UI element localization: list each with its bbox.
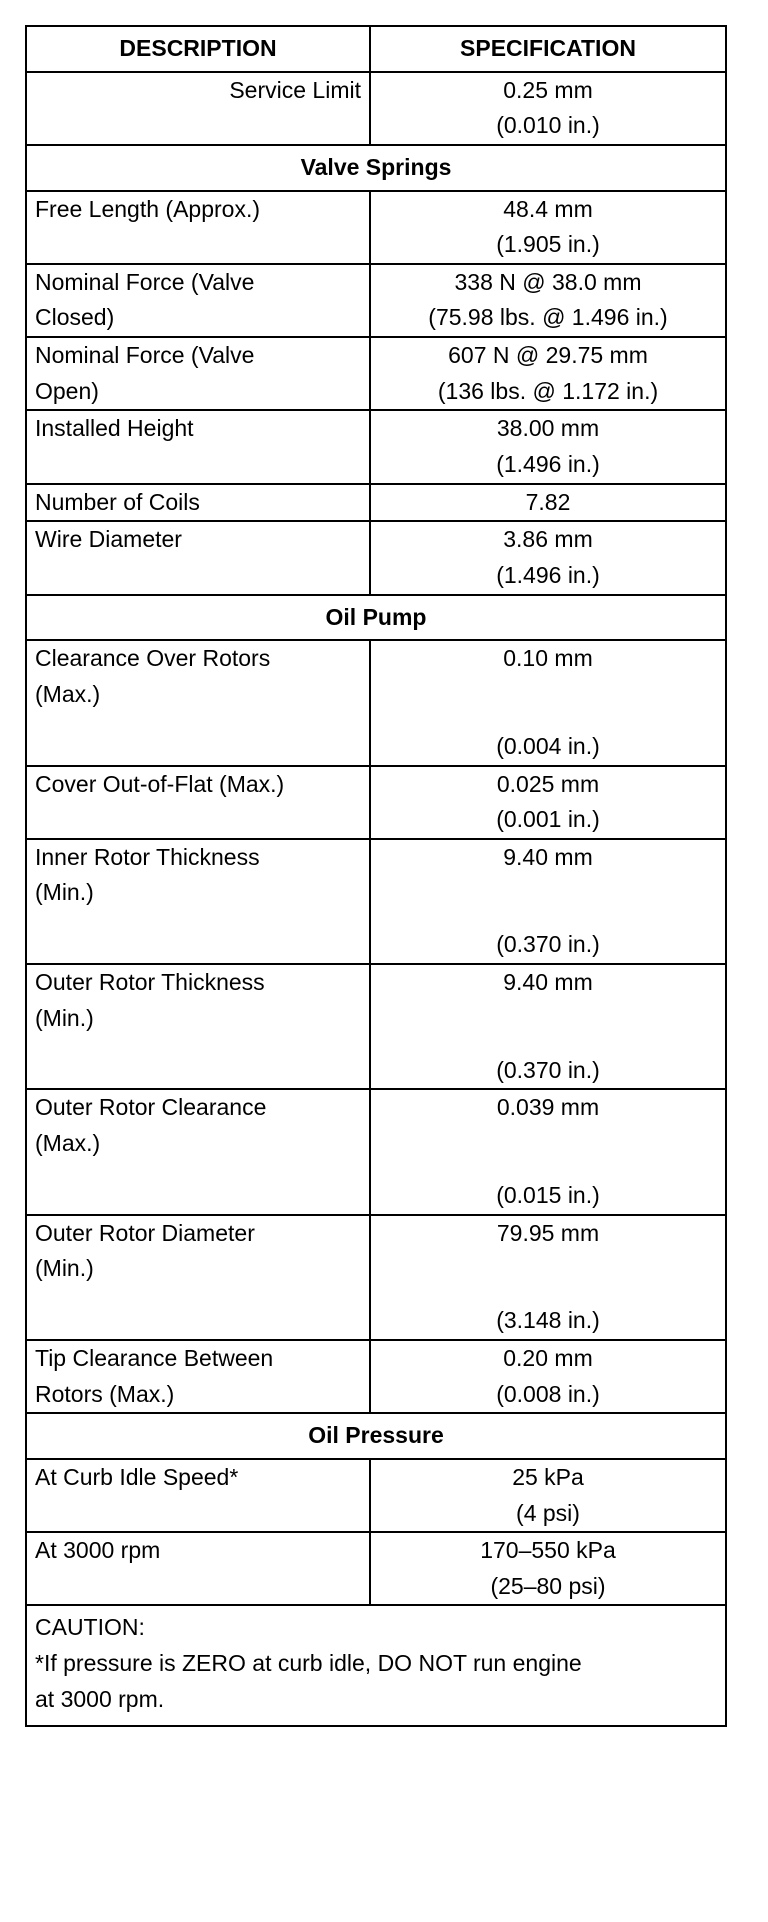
desc-cell bbox=[26, 964, 370, 1089]
desc-cell bbox=[26, 640, 370, 765]
section-title-oil-pressure: Oil Pressure bbox=[26, 1413, 726, 1459]
desc-line: Number of Coils bbox=[35, 488, 200, 515]
desc-cell bbox=[26, 264, 370, 337]
spec-cell bbox=[370, 964, 726, 1089]
spec-line-imperial: (0.015 in.) bbox=[496, 1182, 600, 1209]
spec-line-metric: 38.00 mm bbox=[496, 415, 600, 442]
desc-line: Tip Clearance Between bbox=[35, 1344, 274, 1371]
desc-line: Inner Rotor Thickness bbox=[35, 843, 260, 870]
desc-line: (Min.) bbox=[35, 1255, 94, 1282]
spec-cell bbox=[370, 1340, 726, 1413]
table-row bbox=[26, 337, 726, 410]
desc-line: Outer Rotor Thickness bbox=[35, 969, 265, 996]
desc-line: (Max.) bbox=[35, 1130, 101, 1157]
desc-line: Clearance Over Rotors bbox=[35, 645, 271, 672]
table-row bbox=[26, 640, 726, 765]
spec-cell bbox=[370, 1532, 726, 1605]
desc-line: At 3000 rpm bbox=[35, 1537, 161, 1564]
spec-cell bbox=[370, 484, 726, 522]
spec-cell bbox=[370, 1089, 726, 1214]
spec-line-imperial: (1.496 in.) bbox=[496, 451, 600, 478]
table-row bbox=[26, 1340, 726, 1413]
caution-note bbox=[26, 1605, 726, 1726]
spec-line-imperial: (0.008 in.) bbox=[496, 1380, 600, 1407]
spec-line-imperial: (0.001 in.) bbox=[496, 806, 600, 833]
spec-cell bbox=[370, 1459, 726, 1532]
spec-table bbox=[25, 25, 727, 1727]
desc-cell bbox=[26, 1215, 370, 1340]
spec-cell bbox=[370, 72, 726, 145]
spec-line-imperial: (0.370 in.) bbox=[496, 931, 600, 958]
table-row bbox=[26, 1459, 726, 1532]
desc-line: At Curb Idle Speed* bbox=[35, 1463, 239, 1490]
spec-line-imperial: (1.905 in.) bbox=[496, 231, 600, 258]
spec-line-imperial: (25–80 psi) bbox=[490, 1572, 606, 1599]
table-row bbox=[26, 521, 726, 594]
table-row bbox=[26, 484, 726, 522]
table-row bbox=[26, 964, 726, 1089]
caution-text-line: at 3000 rpm. bbox=[35, 1685, 165, 1712]
specification-header: SPECIFICATION bbox=[370, 26, 726, 72]
desc-cell bbox=[26, 1340, 370, 1413]
desc-line: Rotors (Max.) bbox=[35, 1380, 175, 1407]
spec-cell bbox=[370, 410, 726, 483]
desc-cell bbox=[26, 839, 370, 964]
spec-line-imperial: (4 psi) bbox=[516, 1499, 580, 1526]
desc-line: Service Limit bbox=[229, 76, 361, 103]
desc-cell bbox=[26, 521, 370, 594]
desc-line: Outer Rotor Clearance bbox=[35, 1094, 267, 1121]
table-row bbox=[26, 1215, 726, 1340]
desc-cell bbox=[26, 766, 370, 839]
desc-line: Nominal Force (Valve bbox=[35, 268, 255, 295]
spec-line-metric: 48.4 mm bbox=[503, 195, 593, 222]
desc-cell bbox=[26, 410, 370, 483]
table-row bbox=[26, 1532, 726, 1605]
spec-cell bbox=[370, 264, 726, 337]
table-row bbox=[26, 410, 726, 483]
desc-cell bbox=[26, 72, 370, 145]
desc-line: Cover Out-of-Flat (Max.) bbox=[35, 770, 285, 797]
desc-line: Free Length (Approx.) bbox=[35, 195, 261, 222]
spec-line-imperial: (0.370 in.) bbox=[496, 1056, 600, 1083]
table-row bbox=[26, 264, 726, 337]
desc-cell bbox=[26, 484, 370, 522]
section-title-valve-springs: Valve Springs bbox=[26, 145, 726, 191]
spec-line-imperial: (75.98 lbs. @ 1.496 in.) bbox=[428, 304, 668, 331]
spec-line-metric: 9.40 mm bbox=[503, 969, 593, 996]
caution-row bbox=[26, 1605, 726, 1726]
section-title-oil-pump: Oil Pump bbox=[26, 595, 726, 641]
desc-cell bbox=[26, 191, 370, 264]
spec-line-imperial: (0.010 in.) bbox=[496, 112, 600, 139]
spec-line-metric: 3.86 mm bbox=[503, 526, 593, 553]
desc-line: Wire Diameter bbox=[35, 526, 182, 553]
table-row bbox=[26, 839, 726, 964]
section-row bbox=[26, 595, 726, 641]
header-row bbox=[26, 26, 726, 72]
spec-line-metric: 0.025 mm bbox=[496, 770, 600, 797]
desc-line: (Max.) bbox=[35, 680, 101, 707]
desc-line: Open) bbox=[35, 377, 99, 404]
table-row bbox=[26, 766, 726, 839]
spec-cell bbox=[370, 839, 726, 964]
spec-line-metric: 607 N @ 29.75 mm bbox=[448, 342, 648, 369]
spec-line-metric: 338 N @ 38.0 mm bbox=[454, 268, 642, 295]
spec-line-metric: 0.039 mm bbox=[496, 1094, 600, 1121]
spec-cell bbox=[370, 640, 726, 765]
section-row bbox=[26, 1413, 726, 1459]
spec-line-metric: 9.40 mm bbox=[503, 843, 593, 870]
table-row bbox=[26, 72, 726, 145]
spec-line-metric: 25 kPa bbox=[512, 1463, 584, 1490]
desc-cell bbox=[26, 1532, 370, 1605]
desc-line: (Min.) bbox=[35, 879, 94, 906]
spec-line-metric: 170–550 kPa bbox=[480, 1537, 616, 1564]
desc-line: Closed) bbox=[35, 304, 115, 331]
table-row bbox=[26, 191, 726, 264]
desc-cell bbox=[26, 1089, 370, 1214]
spec-line-metric: 79.95 mm bbox=[496, 1219, 600, 1246]
spec-line-metric: 0.20 mm bbox=[503, 1344, 593, 1371]
spec-cell bbox=[370, 337, 726, 410]
spec-cell bbox=[370, 1215, 726, 1340]
spec-line-metric: 7.82 bbox=[525, 488, 571, 515]
table-row bbox=[26, 1089, 726, 1214]
spec-cell bbox=[370, 521, 726, 594]
description-header: DESCRIPTION bbox=[26, 26, 370, 72]
spec-line-metric: 0.10 mm bbox=[503, 645, 593, 672]
desc-line: (Min.) bbox=[35, 1004, 94, 1031]
desc-cell bbox=[26, 337, 370, 410]
caution-title: CAUTION: bbox=[35, 1614, 145, 1641]
spec-line-imperial: (136 lbs. @ 1.172 in.) bbox=[437, 377, 659, 404]
caution-text-line: *If pressure is ZERO at curb idle, DO NOT run engine bbox=[35, 1650, 582, 1677]
spec-cell bbox=[370, 191, 726, 264]
spec-line-imperial: (1.496 in.) bbox=[496, 561, 600, 588]
section-row bbox=[26, 145, 726, 191]
desc-line: Outer Rotor Diameter bbox=[35, 1219, 255, 1246]
spec-line-imperial: (3.148 in.) bbox=[496, 1307, 600, 1334]
desc-line: Nominal Force (Valve bbox=[35, 342, 255, 369]
desc-cell bbox=[26, 1459, 370, 1532]
desc-line: Installed Height bbox=[35, 415, 194, 442]
spec-line-metric: 0.25 mm bbox=[503, 76, 593, 103]
spec-line-imperial: (0.004 in.) bbox=[496, 732, 600, 759]
spec-cell bbox=[370, 766, 726, 839]
